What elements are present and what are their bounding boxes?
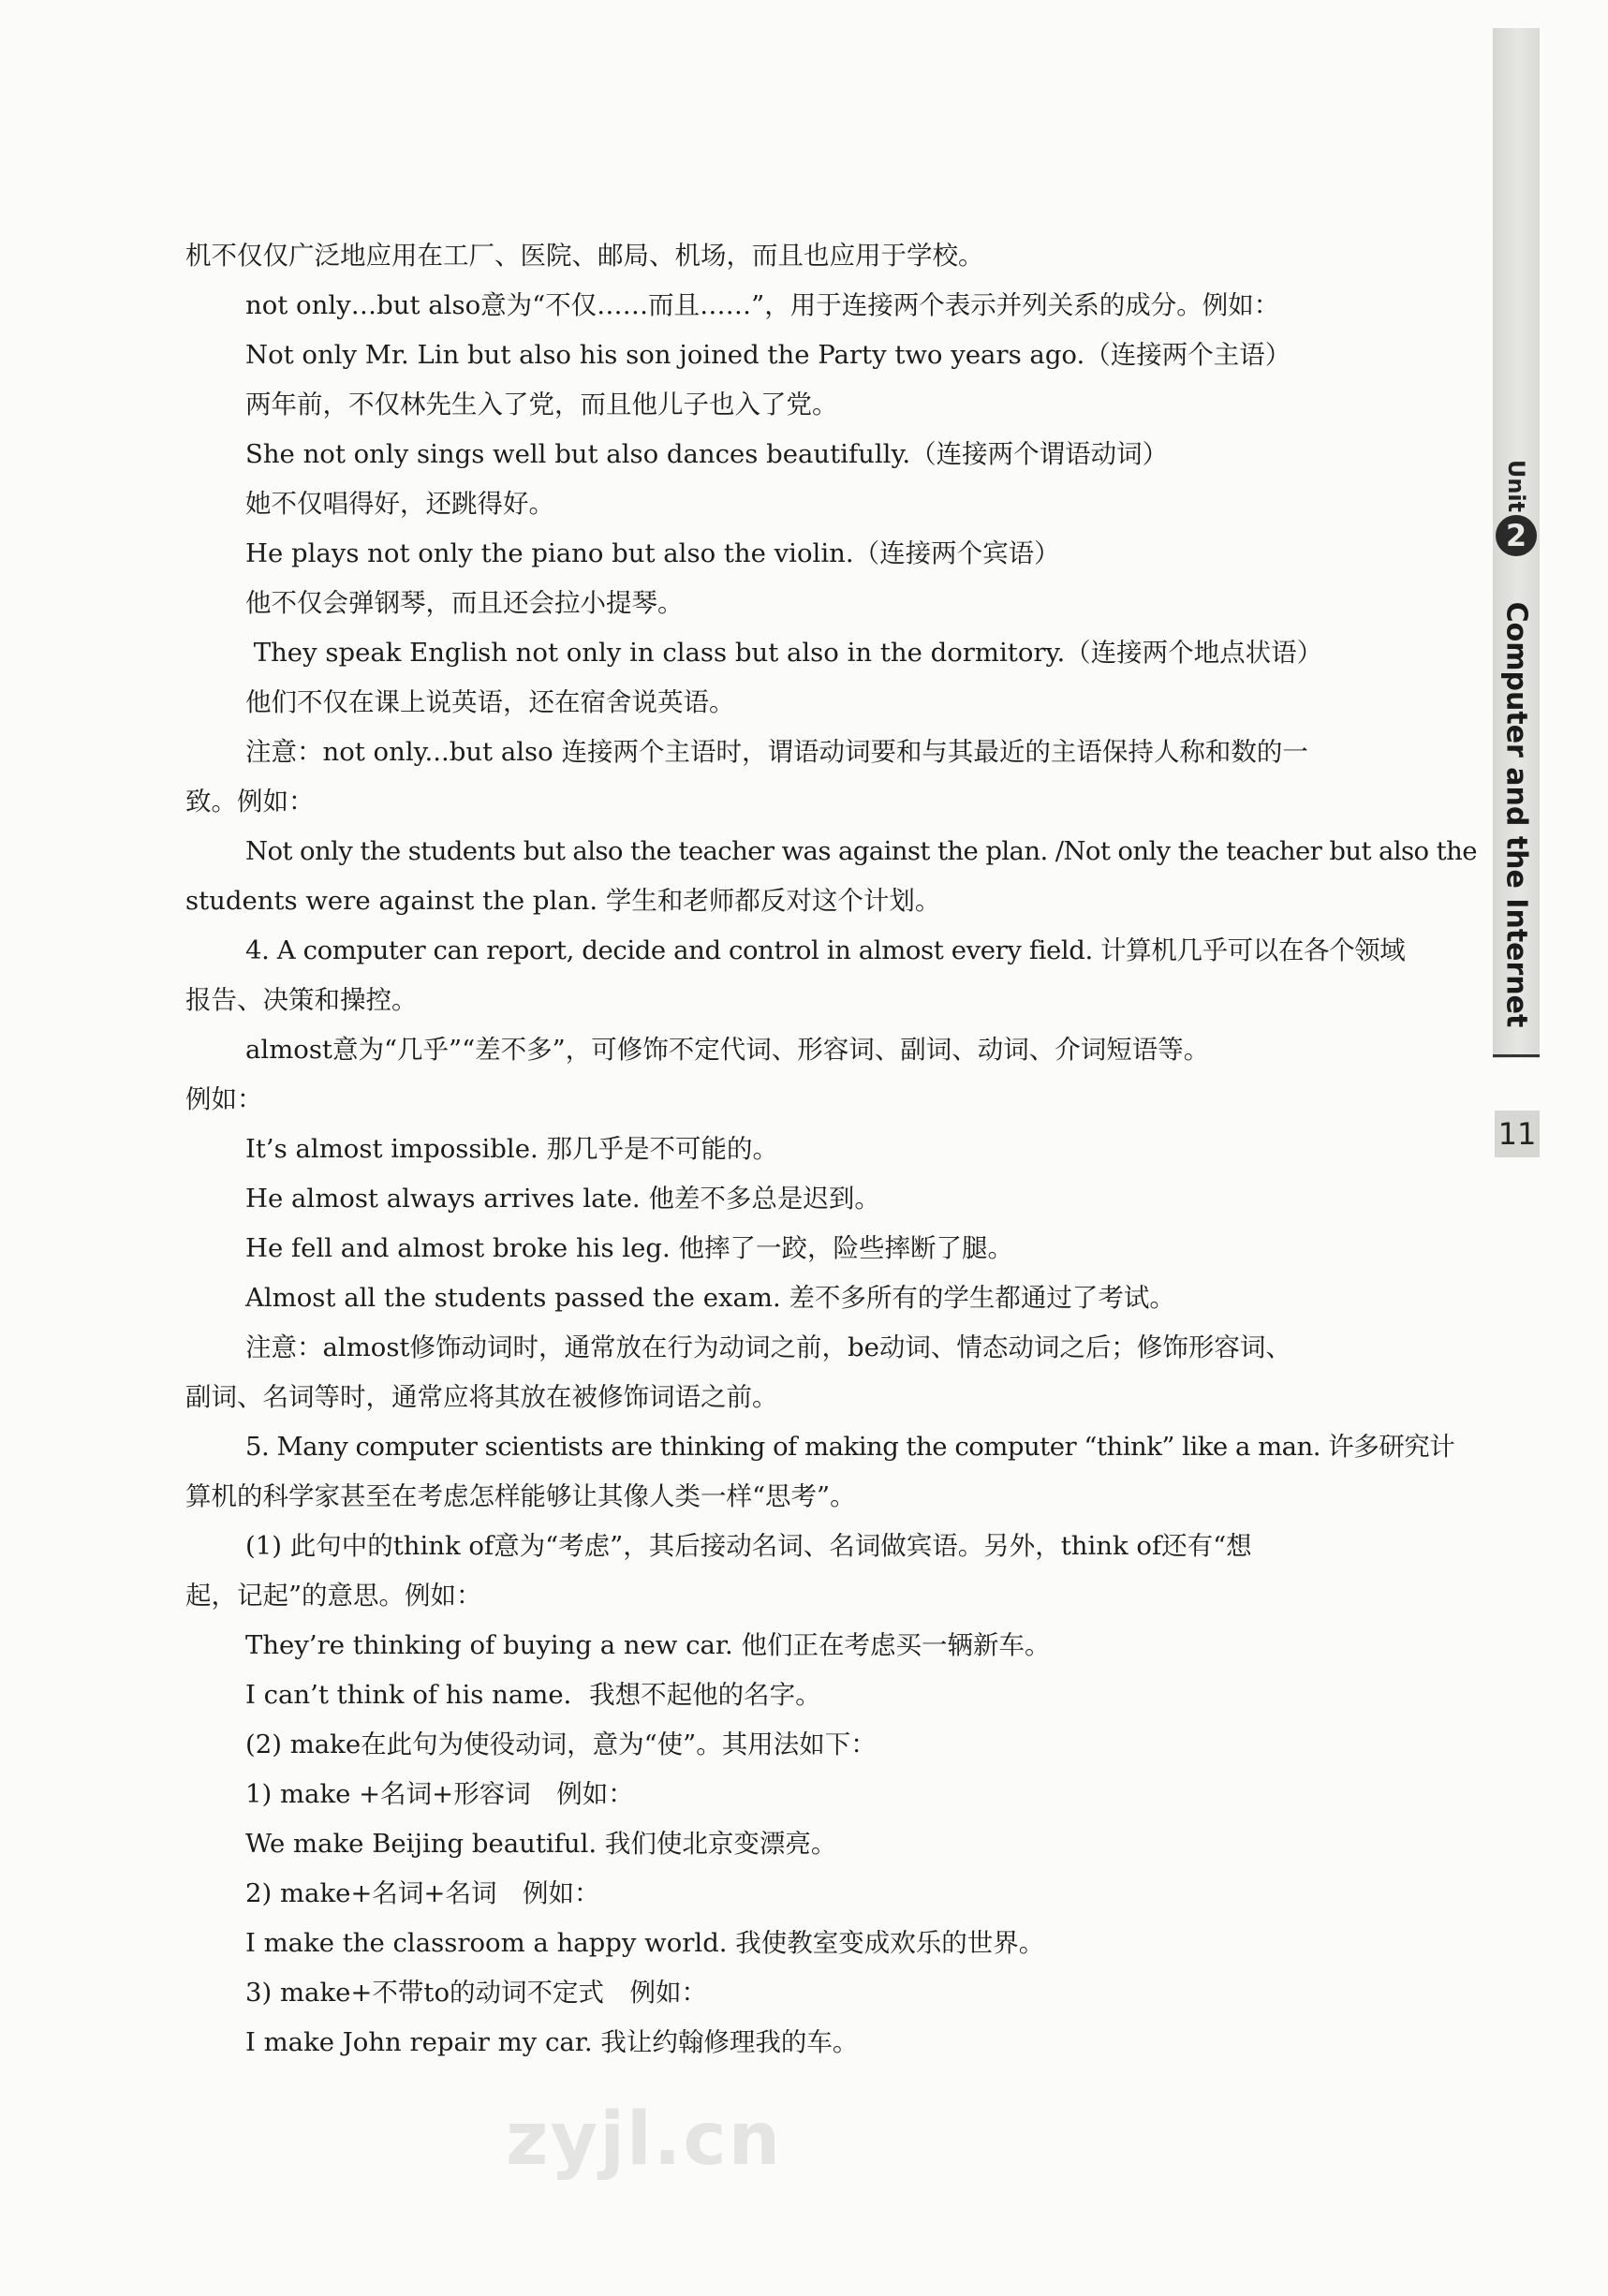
text-line: Almost all the students passed the exam. 差不多所有的学生都通过了考试。: [245, 1283, 1175, 1313]
text-line: He plays not only the piano but also the violin.（连接两个宾语）: [245, 538, 1060, 568]
text-line: (2) make在此句为使役动词，意为“使”。其用法如下：: [245, 1729, 877, 1759]
text-line: students were against the plan. 学生和老师都反对这个计划。: [185, 886, 941, 916]
text-line: 他们不仅在课上说英语，还在宿舍说英语。: [245, 687, 735, 717]
text-line: We make Beijing beautiful. 我们使北京变漂亮。: [245, 1829, 837, 1859]
sidebar-divider: [1493, 1054, 1540, 1057]
text-line: 致。例如：: [185, 787, 315, 817]
text-line: 2) make+名词+名词 例如：: [245, 1878, 600, 1908]
text-line: I make John repair my car. 我让约翰修理我的车。: [245, 2027, 859, 2057]
text-line: (1) 此句中的think of意为“考虑”，其后接动名词、名词做宾语。另外，think of还有“想: [245, 1531, 1252, 1561]
text-line: almost意为“几乎”“差不多”，可修饰不定代词、形容词、副词、动词、介词短语等。: [245, 1035, 1210, 1065]
text-line: 副词、名词等时，通常应将其放在被修饰词语之前。: [185, 1382, 778, 1412]
unit-title: Computer and the Internet: [1499, 601, 1533, 1028]
unit-number-badge: 2: [1496, 515, 1537, 556]
text-line: 4. A computer can report, decide and control in almost every field. 计算机几乎可以在各个领域: [245, 935, 1406, 965]
text-line: 两年前，不仅林先生入了党，而且他儿子也入了党。: [245, 390, 838, 419]
text-line: not only…but also意为“不仅……而且……”，用于连接两个表示并列关系的成分。例如：: [245, 290, 1280, 320]
text-line: 注意：almost修饰动词时，通常放在行为动词之前，be动词、情态动词之后；修饰形容词、: [245, 1332, 1291, 1362]
text-line: 他不仅会弹钢琴，而且还会拉小提琴。: [245, 588, 684, 618]
page-body: [185, 231, 1477, 2068]
text-line: 5. Many computer scientists are thinking of making the computer “think” like a man. 许多研究计: [245, 1432, 1455, 1462]
text-line: Not only the students but also the teacher was against the plan. /Not only the teacher but also the: [245, 836, 1477, 866]
watermark: zyjl.cn: [506, 2097, 783, 2182]
text-line: 报告、决策和操控。: [185, 985, 418, 1015]
text-line: I can’t think of his name．我想不起他的名字。: [245, 1680, 821, 1710]
text-line: 例如：: [185, 1084, 263, 1114]
page-number: 11: [1495, 1111, 1540, 1157]
text-line: I make the classroom a happy world. 我使教室变成欢乐的世界。: [245, 1928, 1045, 1958]
text-line: He almost always arrives late. 他差不多总是迟到。: [245, 1184, 880, 1214]
text-line: She not only sings well but also dances beautifully.（连接两个谓语动词）: [245, 439, 1169, 469]
text-line: It’s almost impossible. 那几乎是不可能的。: [245, 1134, 778, 1164]
text-line: They speak English not only in class but also in the dormitory.（连接两个地点状语）: [245, 638, 1323, 668]
text-line: 注意：not only...but also 连接两个主语时，谓语动词要和与其最近的主语保持人称和数的一: [245, 737, 1308, 767]
text-line: They’re thinking of buying a new car. 他们正在考虑买一辆新车。: [245, 1630, 1051, 1660]
text-line: Not only Mr. Lin but also his son joined the Party two years ago.（连接两个主语）: [245, 340, 1291, 370]
text-line: He fell and almost broke his leg. 他摔了一跤，险些摔断了腿。: [245, 1233, 1013, 1263]
text-line: 算机的科学家甚至在考虑怎样能够让其像人类一样“思考”。: [185, 1481, 856, 1511]
text-line: 起，记起”的意思。例如：: [185, 1581, 482, 1611]
unit-label: Unit: [1503, 459, 1529, 513]
text-line: 1) make +名词+形容词 例如：: [245, 1779, 634, 1809]
text-line: 3) make+不带to的动词不定式 例如：: [245, 1978, 708, 2008]
text-line: 机不仅仅广泛地应用在工厂、医院、邮局、机场，而且也应用于学校。: [185, 241, 984, 271]
text-line: 她不仅唱得好，还跳得好。: [245, 489, 554, 519]
